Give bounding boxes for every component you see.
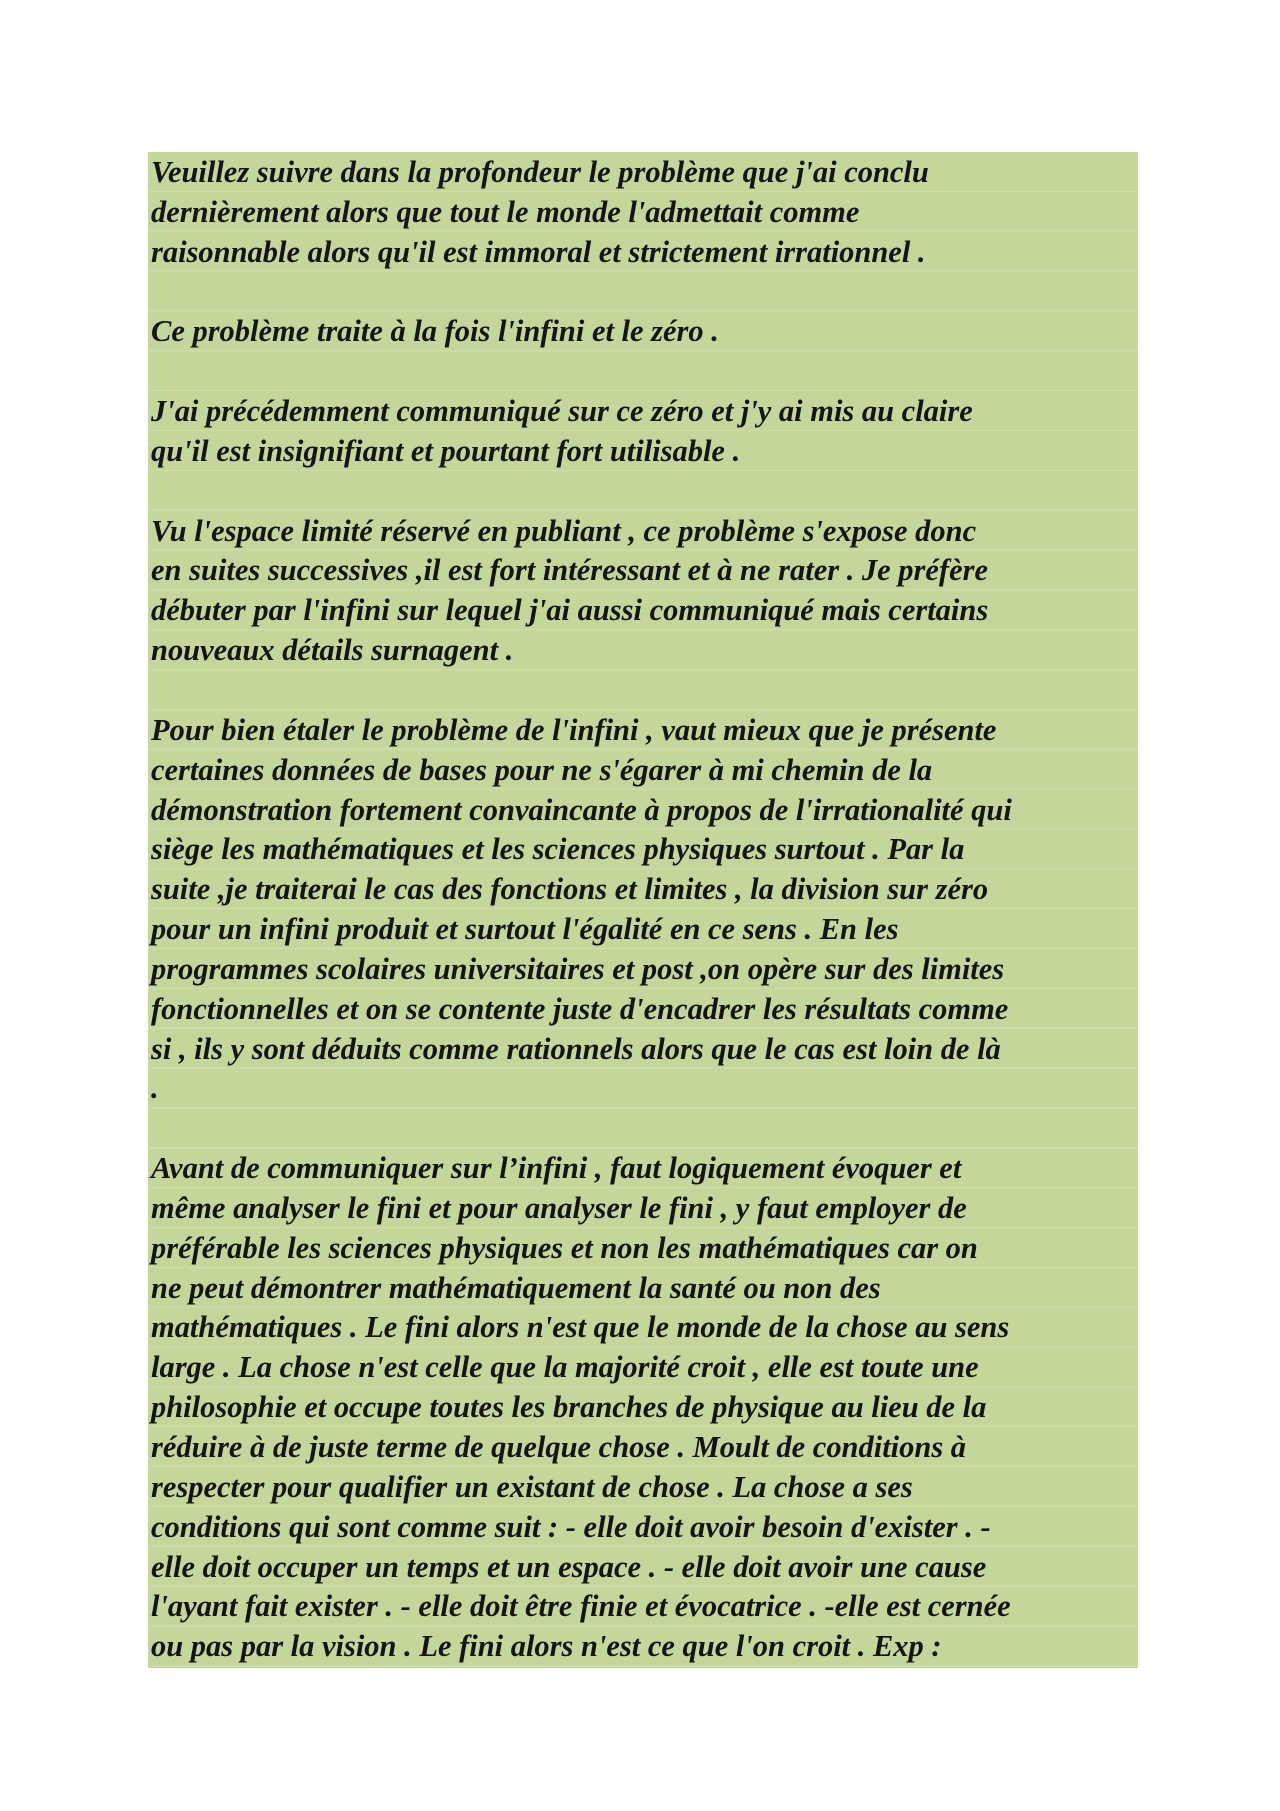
text-line: dernièrement alors que tout le monde l'admettait comme [151, 194, 860, 229]
paragraph [151, 312, 1138, 352]
text-line: Pour bien étaler le problème de l'infini , vaut mieux que je présente [151, 712, 997, 747]
text-line: Veuillez suivre dans la profondeur le problème que j'ai conclu [151, 155, 929, 189]
text-line: ne peut démontrer mathématiquement la santé ou non des [151, 1270, 881, 1305]
text-line: si , ils y sont déduits comme rationnels alors que le cas est loin de là [151, 1031, 1001, 1066]
paragraph-spacer [151, 1109, 1138, 1149]
text-line: elle doit occuper un temps et un espace . - elle doit avoir une cause [151, 1549, 987, 1584]
text-line: large . La chose n'est celle que la majorité croit , elle est toute une [151, 1350, 979, 1385]
text-line: . [151, 1071, 159, 1106]
text-line: certaines données de bases pour ne s'égarer à mi chemin de la [151, 752, 933, 787]
text-line: siège les mathématiques et les sciences physiques surtout . Par la [151, 832, 965, 867]
text-line: programmes scolaires universitaires et post ,on opère sur des limites [151, 951, 1005, 986]
text-line: qu'il est insignifiant et pourtant fort utilisable . [151, 433, 741, 468]
text-line: J'ai précédemment communiqué sur ce zéro et j'y ai mis au claire [151, 394, 973, 429]
text-line: Vu l'espace limité réservé en publiant , ce problème s'expose donc [151, 513, 977, 548]
text-line: démonstration fortement convaincante à propos de l'irrationalité qui [151, 792, 1012, 827]
paragraph [151, 711, 1138, 1109]
text-line: en suites successives ,il est fort intéressant et à ne rater . Je préfère [151, 553, 988, 588]
text-line: pour un infini produit et surtout l'égalité en ce sens . En les [151, 912, 899, 947]
paragraph-spacer [151, 472, 1138, 512]
paragraph [151, 1149, 1138, 1667]
text-line: fonctionnelles et on se contente juste d'encadrer les résultats comme [151, 991, 1009, 1026]
document-text-block [148, 152, 1138, 1668]
paragraph [151, 153, 1138, 273]
text-line: raisonnable alors qu'il est immoral et strictement irrationnel . [151, 234, 926, 269]
paragraph-spacer [151, 352, 1138, 392]
text-line: l'ayant fait exister . - elle doit être finie et évocatrice . -elle est cernée [151, 1589, 1011, 1624]
text-line: nouveaux détails surnagent . [151, 633, 514, 668]
text-line: Avant de communiquer sur l’infini , faut logiquement évoquer et [151, 1151, 962, 1186]
text-line: philosophie et occupe toutes les branches de physique au lieu de la [151, 1390, 987, 1425]
text-line: conditions qui sont comme suit : - elle doit avoir besoin d'exister . - [151, 1509, 991, 1544]
text-line: mathématiques . Le fini alors n'est que le monde de la chose au sens [151, 1310, 1010, 1345]
paragraph-spacer [151, 671, 1138, 711]
text-line: suite ,je traiterai le cas des fonctions et limites , la division sur zéro [151, 872, 989, 907]
text-line: même analyser le fini et pour analyser le fini , y faut employer de [151, 1190, 967, 1225]
paragraph [151, 392, 1138, 472]
text-line: respecter pour qualifier un existant de chose . La chose a ses [151, 1469, 913, 1504]
text-line: débuter par l'infini sur lequel j'ai aussi communiqué mais certains [151, 593, 989, 628]
paragraph [151, 512, 1138, 671]
text-line: ou pas par la vision . Le fini alors n'est ce que l'on croit . Exp : [151, 1629, 942, 1664]
text-line: réduire à de juste terme de quelque chose . Moult de conditions à [151, 1430, 967, 1464]
paragraph-spacer [151, 273, 1138, 313]
text-line: Ce problème traite à la fois l'infini et le zéro . [151, 314, 719, 349]
text-line: préférable les sciences physiques et non les mathématiques car on [151, 1230, 978, 1265]
